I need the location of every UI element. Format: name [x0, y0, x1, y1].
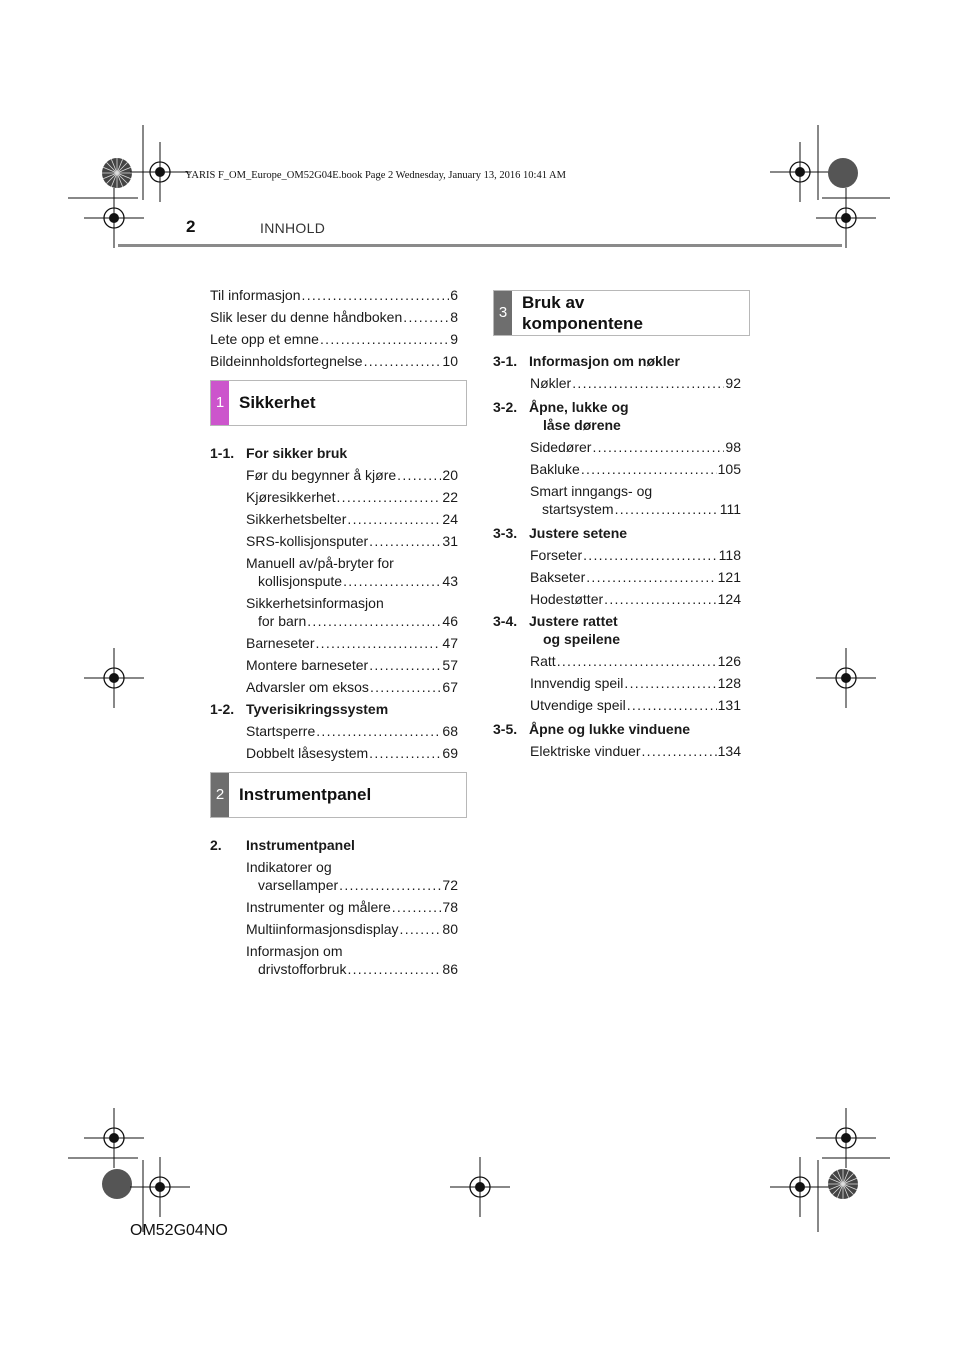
toc-entry-line1: Informasjon om	[246, 943, 343, 959]
toc-entry[interactable]: Dobbelt låsesystem . . . 69	[246, 744, 458, 762]
section-header-2[interactable]	[210, 772, 467, 818]
toc-entry[interactable]: Forseter . . . 118	[530, 546, 741, 564]
subsection-heading[interactable]: 3-2. Åpne, lukke og	[493, 399, 629, 415]
section-header-3[interactable]	[493, 290, 750, 336]
subsection-heading[interactable]: 3-5. Åpne og lukke vinduene	[493, 721, 691, 737]
toc-entry[interactable]: Lete opp et emne . . . 9	[210, 330, 458, 348]
toc-entry[interactable]: Til informasjon . . . 6	[210, 286, 458, 304]
toc-entry[interactable]: Hodestøtter . . . 124	[530, 590, 741, 608]
toc-entry[interactable]: Kjøresikkerhet . . . 22	[246, 488, 458, 506]
header-rule	[118, 244, 842, 247]
subsection-heading[interactable]: 1-1. For sikker bruk	[210, 445, 348, 461]
section-tab-3: 3	[494, 291, 512, 335]
toc-entry[interactable]: Bildeinnholdsfortegnelse . . . 10	[210, 352, 458, 370]
toc-entry-line1: Sikkerhetsinformasjon	[246, 595, 384, 611]
toc-entry[interactable]: Ratt . . . 126	[530, 652, 741, 670]
subsection-heading[interactable]: 1-2. Tyverisikringssystem	[210, 701, 389, 717]
toc-entry[interactable]: Advarsler om eksos . . . 67	[246, 678, 458, 696]
toc-entry[interactable]: Startsperre . . . 68	[246, 722, 458, 740]
toc-entry[interactable]: Utvendige speil . . . 131	[530, 696, 741, 714]
toc-entry[interactable]: Bakseter . . . 121	[530, 568, 741, 586]
toc-entry[interactable]: Multiinformasjonsdisplay . . . 80	[246, 920, 458, 938]
section-title-line1: Bruk av	[522, 293, 585, 312]
toc-entry[interactable]: drivstofforbruk . . . 86	[246, 960, 458, 978]
toc-entry[interactable]: for barn . . . 46	[246, 612, 458, 630]
toc-entry-line1: Manuell av/på-bryter for	[246, 555, 394, 571]
toc-entry[interactable]: Sidedører . . . 98	[530, 438, 741, 456]
subsection-heading-line2: og speilene	[543, 631, 621, 647]
page-title: INNHOLD	[260, 220, 326, 236]
toc-entry[interactable]: Slik leser du denne håndboken . . . 8	[210, 308, 458, 326]
toc-entry[interactable]: startsystem . . . 111	[530, 500, 741, 518]
toc-entry-line1: Smart inngangs- og	[530, 483, 653, 499]
toc-entry[interactable]: Innvendig speil . . . 128	[530, 674, 741, 692]
toc-entry[interactable]: SRS-kollisjonsputer . . . 31	[246, 532, 458, 550]
document-code: OM52G04NO	[130, 1222, 228, 1239]
toc-right-column	[493, 290, 741, 790]
section-title-line2: komponentene	[522, 314, 643, 333]
toc-left-column	[210, 286, 458, 986]
page-number: 2	[186, 217, 196, 236]
section-tab-2: 2	[211, 773, 229, 817]
subsection-heading[interactable]: 3-1. Informasjon om nøkler	[493, 353, 680, 369]
toc-entry[interactable]: Instrumenter og målere . . . 78	[246, 898, 458, 916]
book-info: YARIS F_OM_Europe_OM52G04E.book Page 2 Wednesday, January 13, 2016 10:41 AM	[185, 170, 566, 181]
section-tab-1: 1	[211, 381, 229, 425]
toc-entry[interactable]: varsellamper . . . 72	[246, 876, 458, 894]
subsection-heading[interactable]: 3-3. Justere setene	[493, 525, 628, 541]
toc-entry[interactable]: Elektriske vinduer . . . 134	[530, 742, 741, 760]
section-title: Sikkerhet	[239, 393, 316, 412]
toc-entry[interactable]: Nøkler . . . 92	[530, 374, 741, 392]
toc-entry[interactable]: Barneseter . . . 47	[246, 634, 458, 652]
section-title: Instrumentpanel	[239, 785, 372, 804]
toc-entry[interactable]: Sikkerhetsbelter . . . 24	[246, 510, 458, 528]
subsection-heading[interactable]: 3-4. Justere rattet	[493, 613, 618, 629]
toc-entry[interactable]: Montere barneseter . . . 57	[246, 656, 458, 674]
toc-entry[interactable]: kollisjonspute . . . 43	[246, 572, 458, 590]
toc-entry[interactable]: Før du begynner å kjøre . . . 20	[246, 466, 458, 484]
toc-entry[interactable]: Bakluke . . . 105	[530, 460, 741, 478]
subsection-heading[interactable]: 2. Instrumentpanel	[210, 837, 355, 853]
subsection-heading-line2: låse dørene	[543, 417, 621, 433]
toc-entry-line1: Indikatorer og	[246, 859, 332, 875]
section-header-1[interactable]	[210, 380, 467, 426]
